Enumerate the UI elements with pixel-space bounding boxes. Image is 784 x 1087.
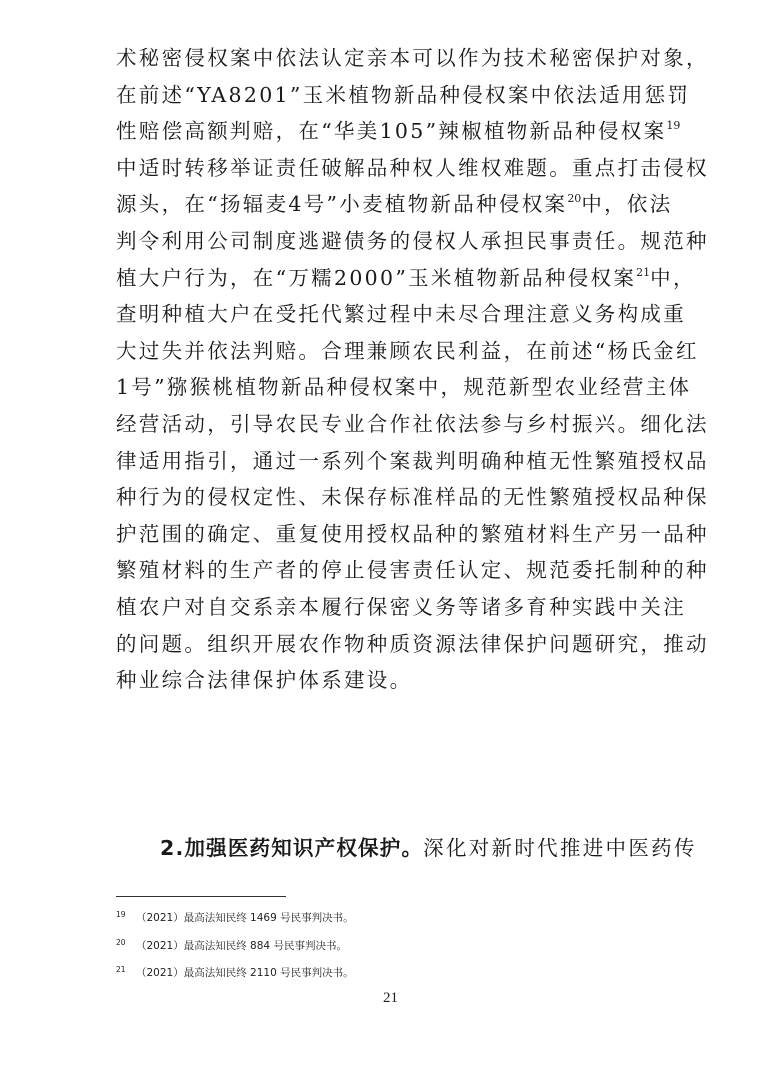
footnote-number: 21 xyxy=(116,965,126,974)
footnote-text: （2021）最高法知民终 884 号民事判决书。 xyxy=(136,939,347,952)
text-line: 种业综合法律保护体系建设。 xyxy=(116,668,413,693)
footnote-number: 19 xyxy=(116,910,126,919)
text-line: 中适时转移举证责任破解品种权人维权难题。重点打击侵权 xyxy=(116,155,709,180)
footnote-ref-19[interactable]: 19 xyxy=(666,119,681,133)
text-line: 植大户行为，在“万糯2000”玉米植物新品种侵权案$^{21}$中， xyxy=(116,265,696,290)
footnote-20 xyxy=(116,933,354,961)
footnote-text: （2021）最高法知民终 2110 号民事判决书。 xyxy=(136,967,354,979)
footnotes xyxy=(116,905,354,988)
text-line: 源头，在“扬辐麦4号”小麦植物新品种侵权案$^{20}$中，依法 xyxy=(116,192,673,217)
text-line: 大过失并依法判赔。合理兼顾农民利益，在前述“杨氏金红 xyxy=(116,338,699,363)
text-line: 护范围的确定、重复使用授权品种的繁殖材料生产另一品种 xyxy=(116,521,709,546)
section-heading-line xyxy=(116,830,697,866)
text-line: 种行为的侵权定性、未保存标准样品的无性繁殖授权品种保 xyxy=(116,485,709,510)
text-line: 查明种植大户在受托代繁过程中未尽合理注意义务构成重 xyxy=(116,302,686,327)
text-line: 性赔偿高额判赔，在“华美105”辣椒植物新品种侵权案$^{19}$ xyxy=(116,119,681,144)
footnote-text: （2021）最高法知民终 1469 号民事判决书。 xyxy=(136,912,354,924)
footnote-ref-20[interactable]: 20 xyxy=(567,192,582,206)
text-line: 在前述“YA8201”玉米植物新品种侵权案中依法适用惩罚 xyxy=(116,82,691,107)
text-line: 植农户对自交系亲本履行保密义务等诸多育种实践中关注 xyxy=(116,594,686,619)
text-line: 繁殖材料的生产者的停止侵害责任认定、规范委托制种的种 xyxy=(116,558,709,583)
section-heading: 2.加强医药知识产权保护。 xyxy=(160,836,424,860)
footnote-separator xyxy=(116,896,286,897)
text-line: 律适用指引，通过一系列个案裁判明确种植无性繁殖授权品 xyxy=(116,448,709,473)
footnote-21 xyxy=(116,960,354,988)
text-line: 1号”猕猴桃植物新品种侵权案中，规范新型农业经营主体 xyxy=(116,375,692,400)
text-line: 术秘密侵权案中依法认定亲本可以作为技术秘密保护对象， xyxy=(116,46,709,70)
footnote-19 xyxy=(116,905,354,933)
body-paragraph xyxy=(116,40,709,699)
page-number: 21 xyxy=(383,990,398,1006)
text-line: 判令利用公司制度逃避债务的侵权人承担民事责任。规范种 xyxy=(116,228,709,253)
section-heading-continuation: 深化对新时代推进中医药传 xyxy=(423,836,697,860)
footnote-number: 20 xyxy=(116,937,126,947)
footnote-ref-21[interactable]: 21 xyxy=(636,265,651,279)
text-line: 经营活动，引导农民专业合作社依法参与乡村振兴。细化法 xyxy=(116,411,709,436)
text-line: 的问题。组织开展农作物种质资源法律保护问题研究，推动 xyxy=(116,631,709,656)
